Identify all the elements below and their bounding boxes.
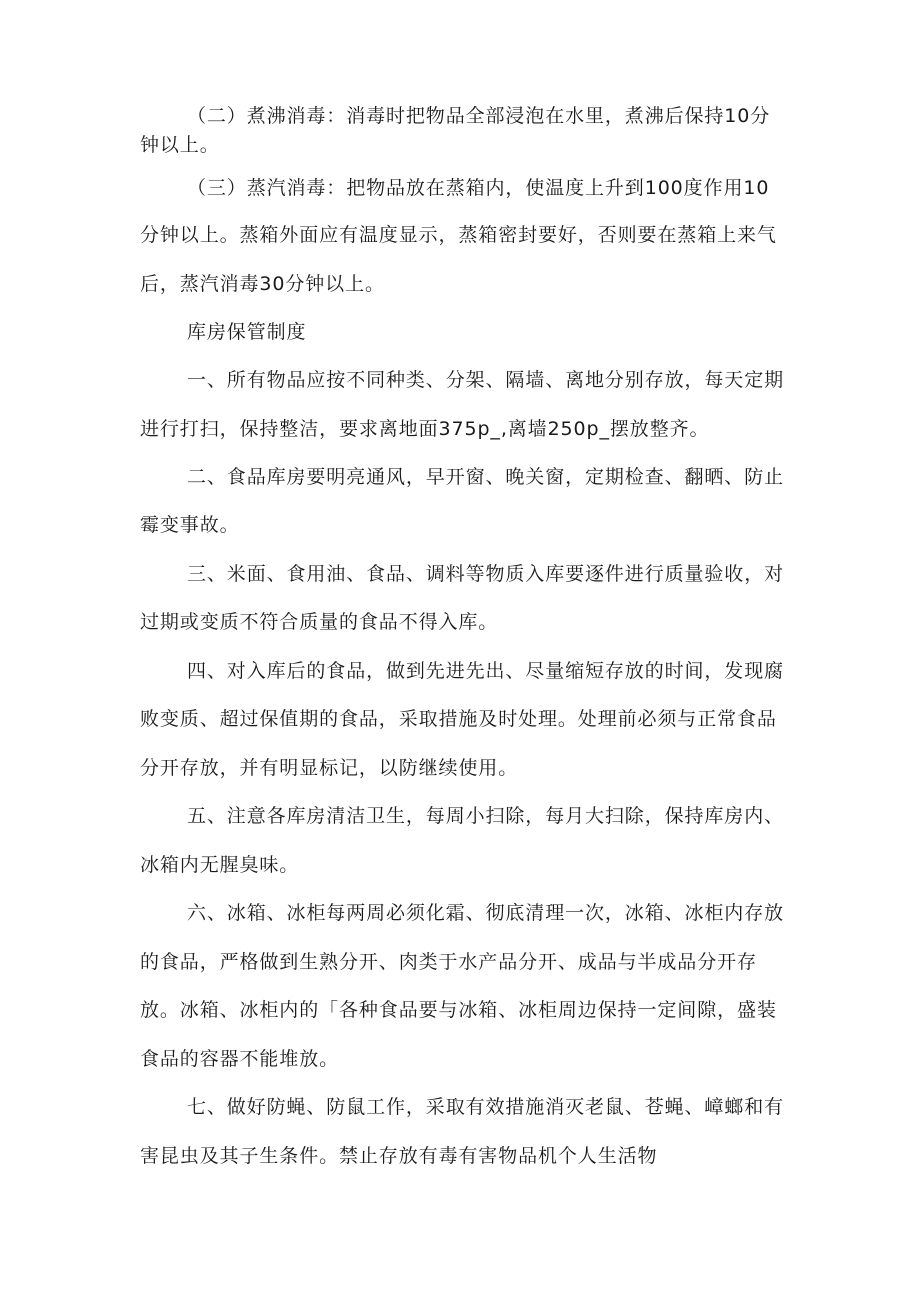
text-line: 后，蒸汽消毒30分钟以上。 xyxy=(140,273,385,295)
text-line: 五、注意各库房清洁卫生，每周小扫除，每月大扫除，保持库房内、 xyxy=(187,805,785,827)
text-line: 一、所有物品应按不同种类、分架、隔墙、离地分别存放，每天定期 xyxy=(187,369,785,391)
text-line: 三、米面、食用油、食品、调料等物质入库要逐件进行质量验收，对 xyxy=(187,563,785,585)
text-line: 四、对入库后的食品，做到先进先出、尽量缩短存放的时间，发现腐 xyxy=(187,660,785,682)
text-line: （三）蒸汽消毒：把物品放在蒸箱内，使温度上升到100度作用10 xyxy=(187,177,770,199)
text-line: 败变质、超过保值期的食品，采取措施及时处理。处理前必须与正常食品 xyxy=(140,708,777,730)
text-line: 过期或变质不符合质量的食品不得入库。 xyxy=(140,611,499,633)
text-line: 七、做好防蝇、防鼠工作，采取有效措施消灭老鼠、苍蝇、嶂螂和有 xyxy=(187,1096,785,1118)
text-line: 放。冰箱、冰柜内的「各种食品要与冰箱、冰柜周边保持一定间隙，盛装 xyxy=(140,999,777,1021)
text-line: 冰箱内无腥臭味。 xyxy=(140,854,300,876)
text-line: 钟以上。 xyxy=(140,134,220,156)
text-line: 霉变事故。 xyxy=(140,514,240,536)
text-line: 二、食品库房要明亮通风，早开窗、晚关窗，定期检查、翻晒、防止 xyxy=(187,466,785,488)
text-line: （二）煮沸消毒：消毒时把物品全部浸泡在水里，煮沸后保持10分 xyxy=(187,105,771,127)
text-line: 进行打扫，保持整洁，要求离地面375p_,离墙250p_摆放整齐。 xyxy=(140,418,710,440)
section-heading: 库房保管制度 xyxy=(187,321,307,343)
text-line: 的食品，严格做到生熟分开、肉类于水产品分开、成品与半成品分开存 xyxy=(140,951,757,973)
text-line: 害昆虫及其子生条件。禁止存放有毒有害物品机个人生活物 xyxy=(140,1145,658,1167)
text-line: 分钟以上。蒸箱外面应有温度显示，蒸箱密封要好，否则要在蒸箱上来气 xyxy=(140,224,777,246)
text-line: 六、冰箱、冰柜每两周必须化霜、彻底清理一次，冰箱、冰柜内存放 xyxy=(187,902,785,924)
text-line: 分开存放，并有明显标记，以防继续使用。 xyxy=(140,757,519,779)
text-line: 食品的容器不能堆放。 xyxy=(140,1048,340,1070)
